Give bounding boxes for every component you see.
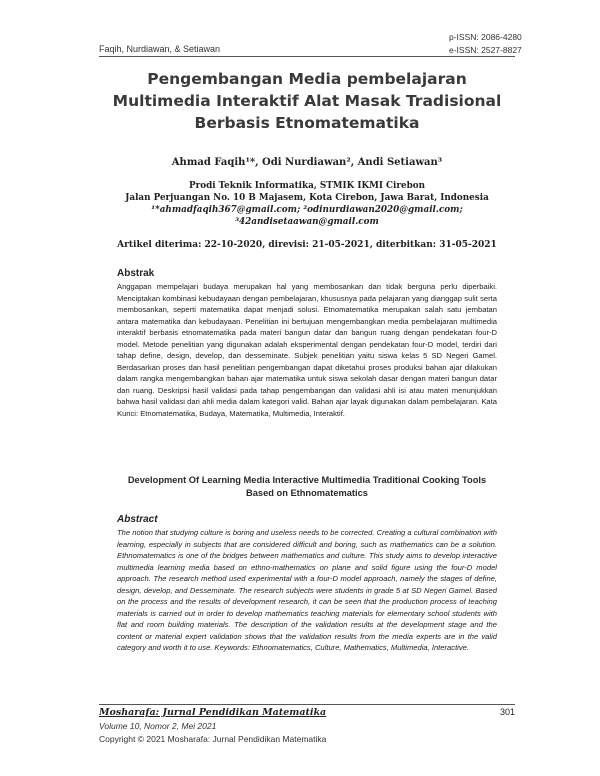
abstract-body: The notion that studying culture is boring and useless needs to be corrected. Creating a cultural combination with learning, especially in subjects that are considered difficult and boring, such as mathematics can be a solution. Ethnomatematics is one of the bridges between mathematics and culture. This study aims to develop interactive multimedia learning media based on ethno-mathematics on plane and solid figure using the four-D model approach. The research method used experimental with a four-D model approach, namely the stages of define, design, develop, and Desseminate. The research subjects were students in grade 5 at SD Negeri Gamel. Based on the process and the results of development research, it can be seen that the production process of teaching materials is carried out in order to develop mathematics teaching materials for elementary school students with flat and room building materials. The description of the validation results at the development stage and the content or material expert validation shows that the validation results from the media experts are in the valid category and worth it to use. Keywords: Ethnomatematics, Culture, Mathematics, Multimedia, Interactive. xyxy=(117,528,497,652)
author-list: Ahmad Faqih¹*, Odi Nurdiawan², Andi Setiawan³ xyxy=(171,157,443,168)
english-title: Development Of Learning Media Interactive Multimedia Traditional Cooking Tools Based on Ethnomatematics xyxy=(127,475,487,498)
article-dates: Artikel diterima: 22-10-2020, direvisi: 21-05-2021, diterbitkan: 31-05-2021 xyxy=(117,240,497,250)
article-title: Pengembangan Media pembelajaran Multimedia Interaktif Alat Masak Tradisional Berbasis Etnomatematika xyxy=(112,70,502,132)
e-issn: e-ISSN: 2527-8827 xyxy=(449,45,522,55)
affiliation-address: Jalan Perjuangan No. 10 B Majasem, Kota Cirebon, Jawa Barat, Indonesia xyxy=(125,193,489,203)
abstrak-body: Anggapan mempelajari budaya merupakan hal yang membosankan dan tidak berguna perlu diperbaiki. Menciptakan kombinasi kebudayaan dengan pembelajaran, khususnya pada pelajaran yang dianggap sulit serta membosankan, seperti matematika dapat menjadi solusi. Etnomatematika merupakan salah satu jembatan antara matematika dan kebudayaan. Penelitian ini bertujuan mengembangkan media pembelajaran multimedia interaktif berbasis etnomatematika pada materi bangun datar dan bangun ruang dengan pendekatan four-D model. Metode penelitian yang digunakan adalah eksperimental dengan pendekatan four-D model, terdiri dari tahap define, design, develop, dan desseminate. Subjek penelitian yaitu siswa kelas 5 SD Negeri Gamel. Berdasarkan proses dan hasil penelitian pengembangan dapat diketahui proses produksi bahan ajar dilakukan dalam rangka mengembangkan bahan ajar matematika untuk siswa sekolah dasar dengan materi bangun datar dan ruang. Deskripsi hasil validasi pada tahap pengembangan dan validasi ahli isi atau materi menunjukkan bahwa hasil validasi dari ahli media dalam kategori valid. Bahan ajar layak digunakan dalam pembelajaran. Kata Kunci: Etnomatematika, Budaya, Matematika, Multimedia, Interaktif. xyxy=(117,282,497,418)
footer-divider xyxy=(99,704,515,705)
running-header-authors: Faqih, Nurdiawan, & Setiawan xyxy=(99,44,221,54)
affiliation-email-3: ³42andisetaawan@gmail.com xyxy=(235,217,379,227)
copyright-notice: Copyright © 2021 Mosharafa: Jurnal Pendidikan Matematika xyxy=(99,734,327,744)
volume-info: Volume 10, Nomor 2, Mei 2021 xyxy=(99,721,217,731)
abstract-heading: Abstract xyxy=(117,514,158,525)
affiliation-institution: Prodi Teknik Informatika, STMIK IKMI Cirebon xyxy=(188,181,426,191)
issn-block xyxy=(449,31,522,57)
affiliation-block xyxy=(99,180,515,228)
p-issn: p-ISSN: 2086-4280 xyxy=(449,32,522,42)
abstrak-heading: Abstrak xyxy=(117,268,155,279)
journal-name: Mosharafa: Jurnal Pendidikan Matematika xyxy=(99,707,327,718)
page-number: 301 xyxy=(500,707,516,717)
affiliation-emails: ¹*ahmadfaqih367@gmail.com; ²odinurdiawan2020@gmail.com; xyxy=(151,205,463,215)
header-divider xyxy=(99,56,515,57)
